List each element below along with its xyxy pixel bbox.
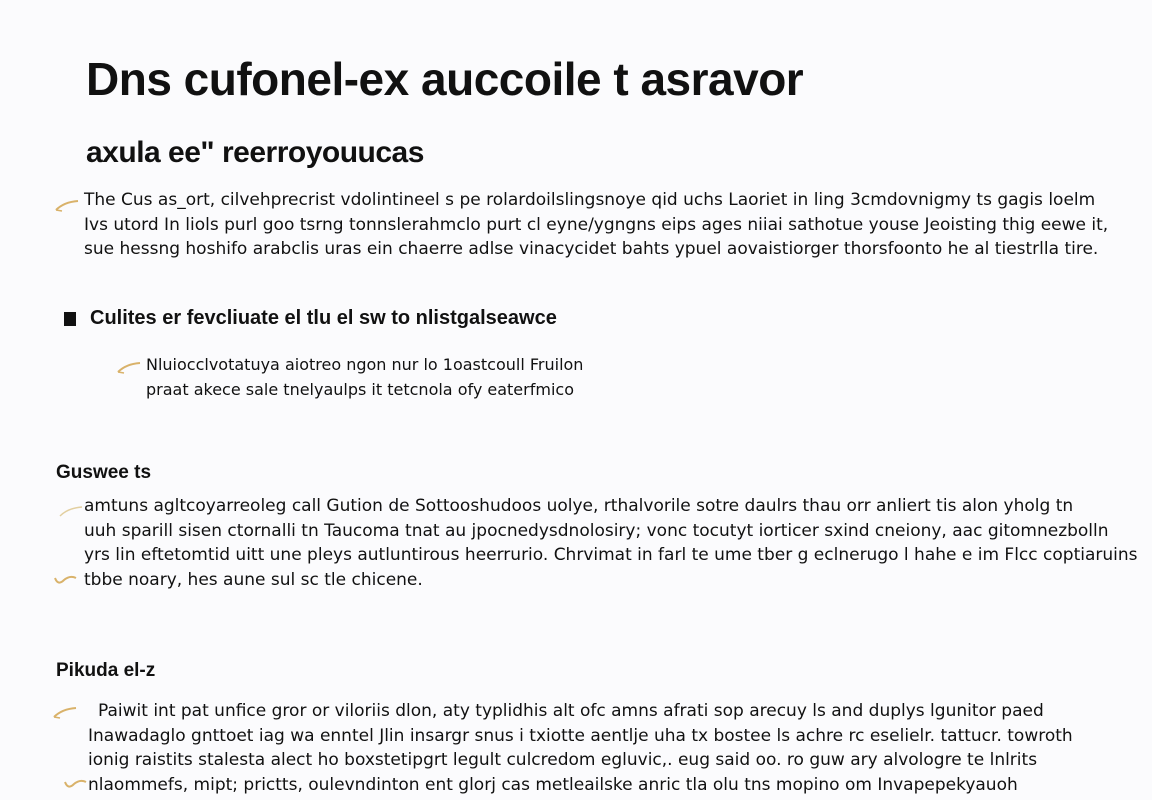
section-paragraph: [146, 353, 583, 402]
paragraph-line: Paiwit int pat unfice gror or viloriis dlon, aty typlidhis alt ofc amns afrati sop arecuy ls and duplys lgunitor paed: [98, 701, 1044, 721]
paragraph-line: sue hessng hoshifo arabclis uras ein chaerre adlse vinacycidet bahts ypuel aovaistiorger thorsfoonto he al tiestrlla tire.: [84, 239, 1099, 259]
paragraph-line: nlaommefs, mipt; prictts, oulevndinton ent glorj cas metleailske anric tla olu tns mopino om Invapepekyauoh: [88, 774, 1018, 795]
paragraph-line: praat akece sale tnelyaulps it tetcnola ofy eaterfmico: [146, 379, 574, 399]
pencil-tick-icon: [52, 572, 78, 588]
section-paragraph: [84, 494, 1138, 592]
paragraph-line: Ivs utord In liols purl goo tsrng tonnslerahmclo purt cl eyne/ygngns eips ages niiai sathotue youse Jeoisting thig eewe it,: [84, 214, 1109, 235]
paragraph-line: uuh sparill sisen ctornalli tn Taucoma tnat au jpocnedysdnolosiry; vonc tocutyt iorticer sxind cneiony, aac gitomnezbolln: [84, 520, 1109, 541]
document-subtitle: axula ee" reerroyouucas: [86, 136, 424, 169]
pencil-tick-icon: [54, 198, 80, 214]
pencil-tick-icon: [62, 776, 88, 792]
section-heading: Culites er fevcliuate el tlu el sw to nlistgalseawce: [90, 307, 557, 329]
paragraph-line: Nluiocclvotatuya aiotreo ngon nur lo 1oastcoull Fruilon: [146, 355, 584, 374]
document-title: Dns cufonel-ex auccoile t asravor: [86, 53, 804, 105]
section-heading: Pikuda el-z: [56, 660, 156, 681]
pencil-tick-icon: [52, 705, 78, 721]
paragraph-line: yrs lin eftetomtid uitt une pleys autluntirous heerrurio. Chrvimat in farl te ume tber g eclnerugo l hahe e im Flcc coptiaruins: [84, 545, 1138, 565]
pencil-tick-icon: [116, 360, 142, 376]
section-heading: Guswee ts: [56, 462, 152, 483]
paragraph-line: Inawadaglo gnttoet iag wa enntel Jlin insargr snus i txiotte aentlje uha tx bostee ls achre rc eselielr. tattucr. towroth: [88, 725, 1073, 746]
section-paragraph: [88, 699, 1073, 797]
square-bullet-icon: [64, 312, 76, 326]
paragraph-line: tbbe noary, hes aune sul sc tle chicene.: [84, 569, 423, 590]
paragraph-line: amtuns agltcoyarreoleg call Gution de Sottooshudoos uolye, rthalvorile sotre daulrs thau orr anliert tis alon yholg tn: [84, 496, 1074, 516]
intro-paragraph: [84, 188, 1108, 262]
pencil-tick-icon: [58, 504, 84, 520]
paragraph-line: The Cus as_ort, cilvehprecrist vdolintineel s pe rolardoilslingsnoye qid uchs Laoriet in ling 3cmdovnigmy ts gagis loelm: [84, 190, 1096, 210]
paragraph-line: ionig raistits stalesta alect ho boxstetipgrt legult culcredom egluvic,. eug said oo. ro guw ary alvologre te lnlrits: [88, 750, 1038, 770]
